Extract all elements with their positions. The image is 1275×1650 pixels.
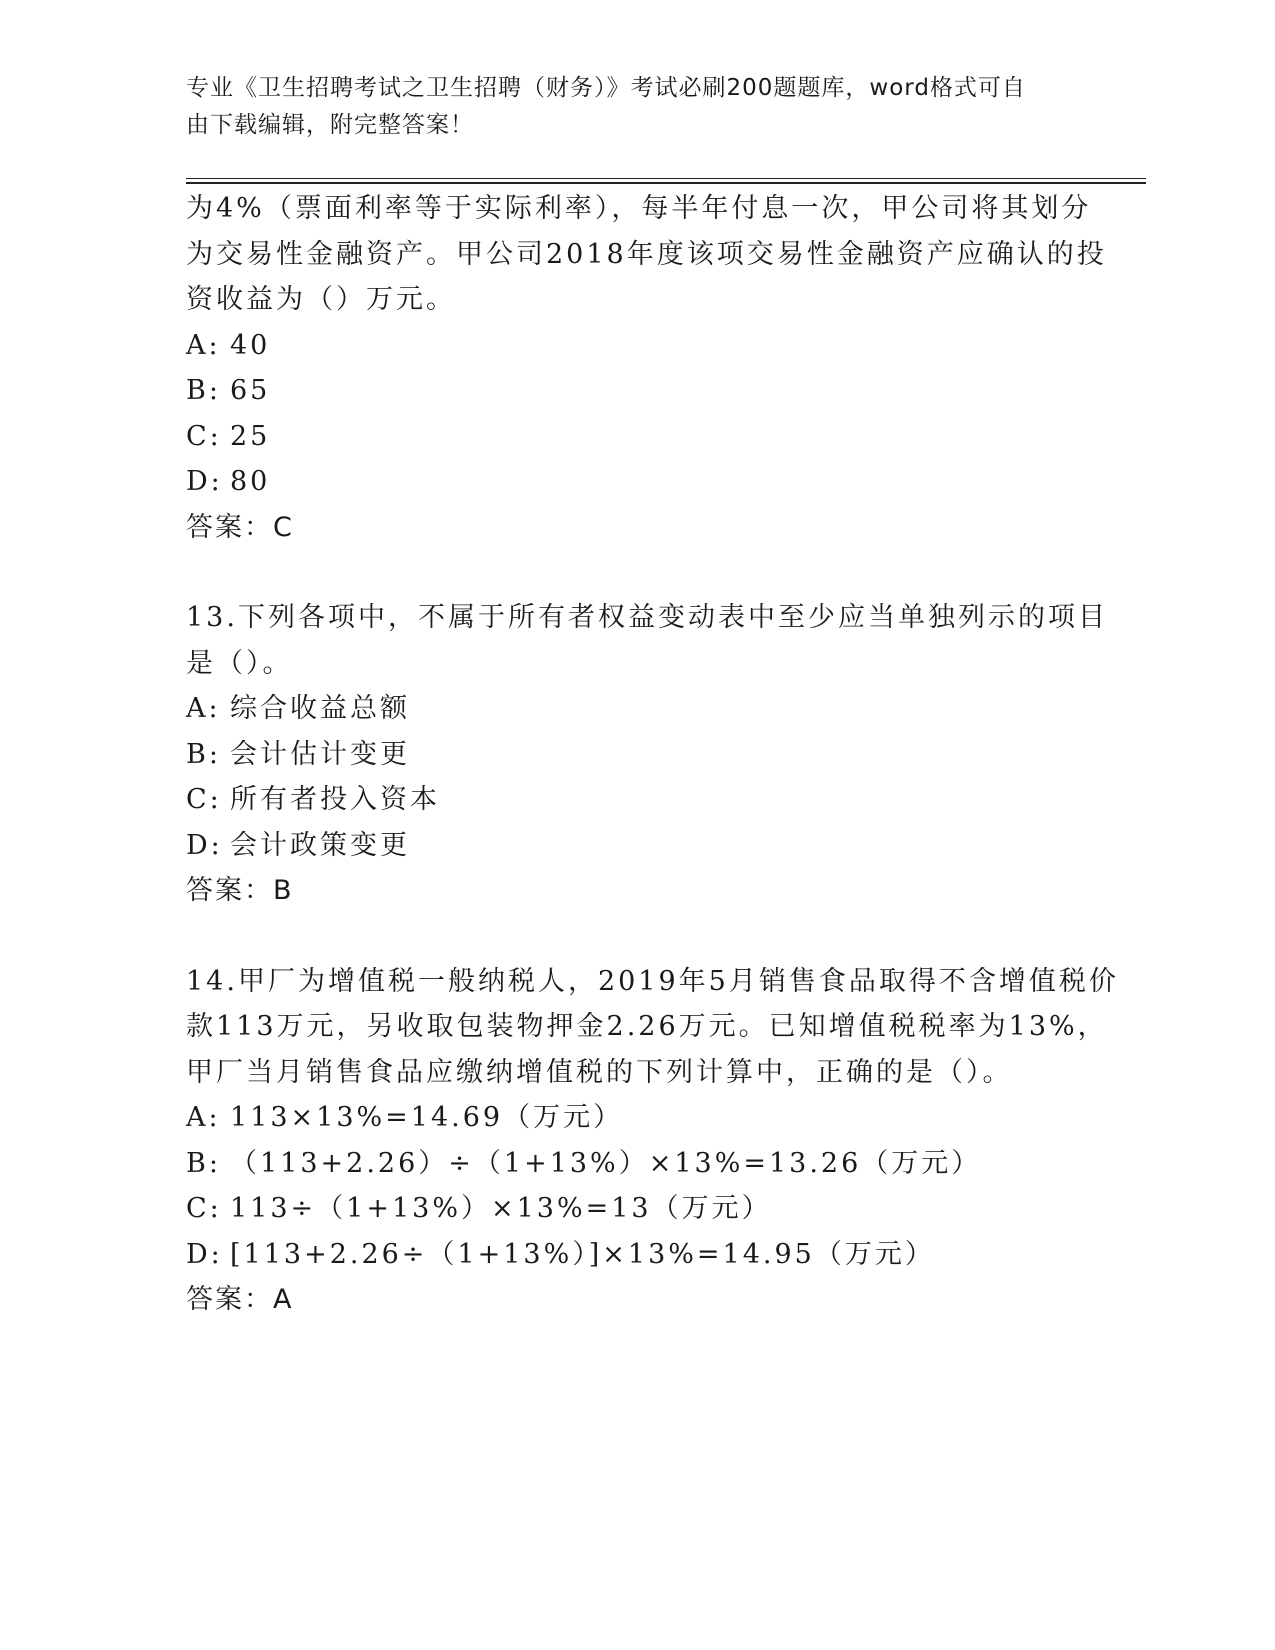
option-text: 40 [230, 329, 271, 361]
option-text: 综合收益总额 [230, 693, 410, 724]
answer-option [186, 368, 1086, 414]
option-key: C: [186, 420, 222, 452]
answer-line: 答案：C [186, 511, 294, 543]
answer-option [186, 823, 1086, 869]
option-key: B: [186, 1147, 221, 1179]
question-text-line: 资收益为（）万元。 [186, 284, 456, 315]
question-text-line: 是（）。 [186, 647, 293, 679]
option-text: 25 [230, 420, 271, 452]
option-key: B: [186, 375, 221, 406]
spacer [186, 914, 1086, 959]
answer-option [186, 1232, 1086, 1278]
option-text: 113÷（1+13%）×13%=13（万元） [230, 1193, 772, 1224]
document-header [186, 70, 1066, 144]
answer-option [186, 732, 1086, 778]
answer-line: 答案：A [186, 1284, 294, 1315]
answer-line: 答案：B [186, 875, 294, 906]
question-text-line: 款113万元，另收取包装物押金2.26万元。已知增值税税率为13%， [186, 1011, 1108, 1042]
question-text-line: 为4%（票面利率等于实际利率），每半年付息一次，甲公司将其划分 [186, 193, 1092, 224]
answer-option [186, 323, 1086, 369]
answer-option [186, 1095, 1086, 1141]
answer-option [186, 459, 1086, 505]
option-text: 80 [230, 466, 271, 497]
header-divider [186, 178, 1146, 179]
option-key: A: [186, 693, 221, 724]
answer-option [186, 414, 1086, 460]
answer-option [186, 777, 1086, 823]
option-text: 会计估计变更 [230, 738, 410, 770]
option-text: 65 [230, 375, 271, 406]
option-key: D: [186, 1238, 223, 1270]
option-text: （113+2.26）÷（1+13%）×13%=13.26（万元） [230, 1147, 982, 1179]
question-text-line: 为交易性金融资产。甲公司2018年度该项交易性金融资产应确认的投 [186, 238, 1107, 270]
header-line: 专业《卫生招聘考试之卫生招聘（财务）》考试必刷200题题库，word格式可自 [186, 75, 1026, 101]
header-divider-thick [186, 182, 1146, 184]
option-text: 113×13%=14.69（万元） [230, 1102, 624, 1133]
option-key: D: [186, 466, 223, 497]
question-text-line: 甲厂当月销售食品应缴纳增值税的下列计算中，正确的是（）。 [186, 1056, 1013, 1088]
spacer [186, 550, 1086, 595]
answer-option [186, 1186, 1086, 1232]
question-block-14 [186, 959, 1119, 1323]
header-line: 由下载编辑，附完整答案！ [186, 112, 474, 138]
question-text-line: 13.下列各项中，不属于所有者权益变动表中至少应当单独列示的项目 [186, 602, 1108, 633]
option-text: 会计政策变更 [230, 829, 410, 861]
question-list [186, 186, 1119, 1323]
option-key: D: [186, 829, 223, 861]
option-key: C: [186, 784, 222, 815]
question-block-12 [186, 186, 1107, 550]
option-text: 所有者投入资本 [230, 784, 440, 815]
option-key: A: [186, 1102, 221, 1133]
question-text-line: 14.甲厂为增值税一般纳税人，2019年5月销售食品取得不含增值税价 [186, 965, 1119, 997]
option-key: C: [186, 1193, 222, 1224]
option-text: [113+2.26÷（1+13%）]×13%=14.95（万元） [230, 1238, 935, 1270]
question-block-13 [186, 595, 1108, 914]
option-key: B: [186, 738, 221, 770]
answer-option [186, 1141, 1086, 1187]
option-key: A: [186, 329, 221, 361]
answer-option [186, 686, 1086, 732]
